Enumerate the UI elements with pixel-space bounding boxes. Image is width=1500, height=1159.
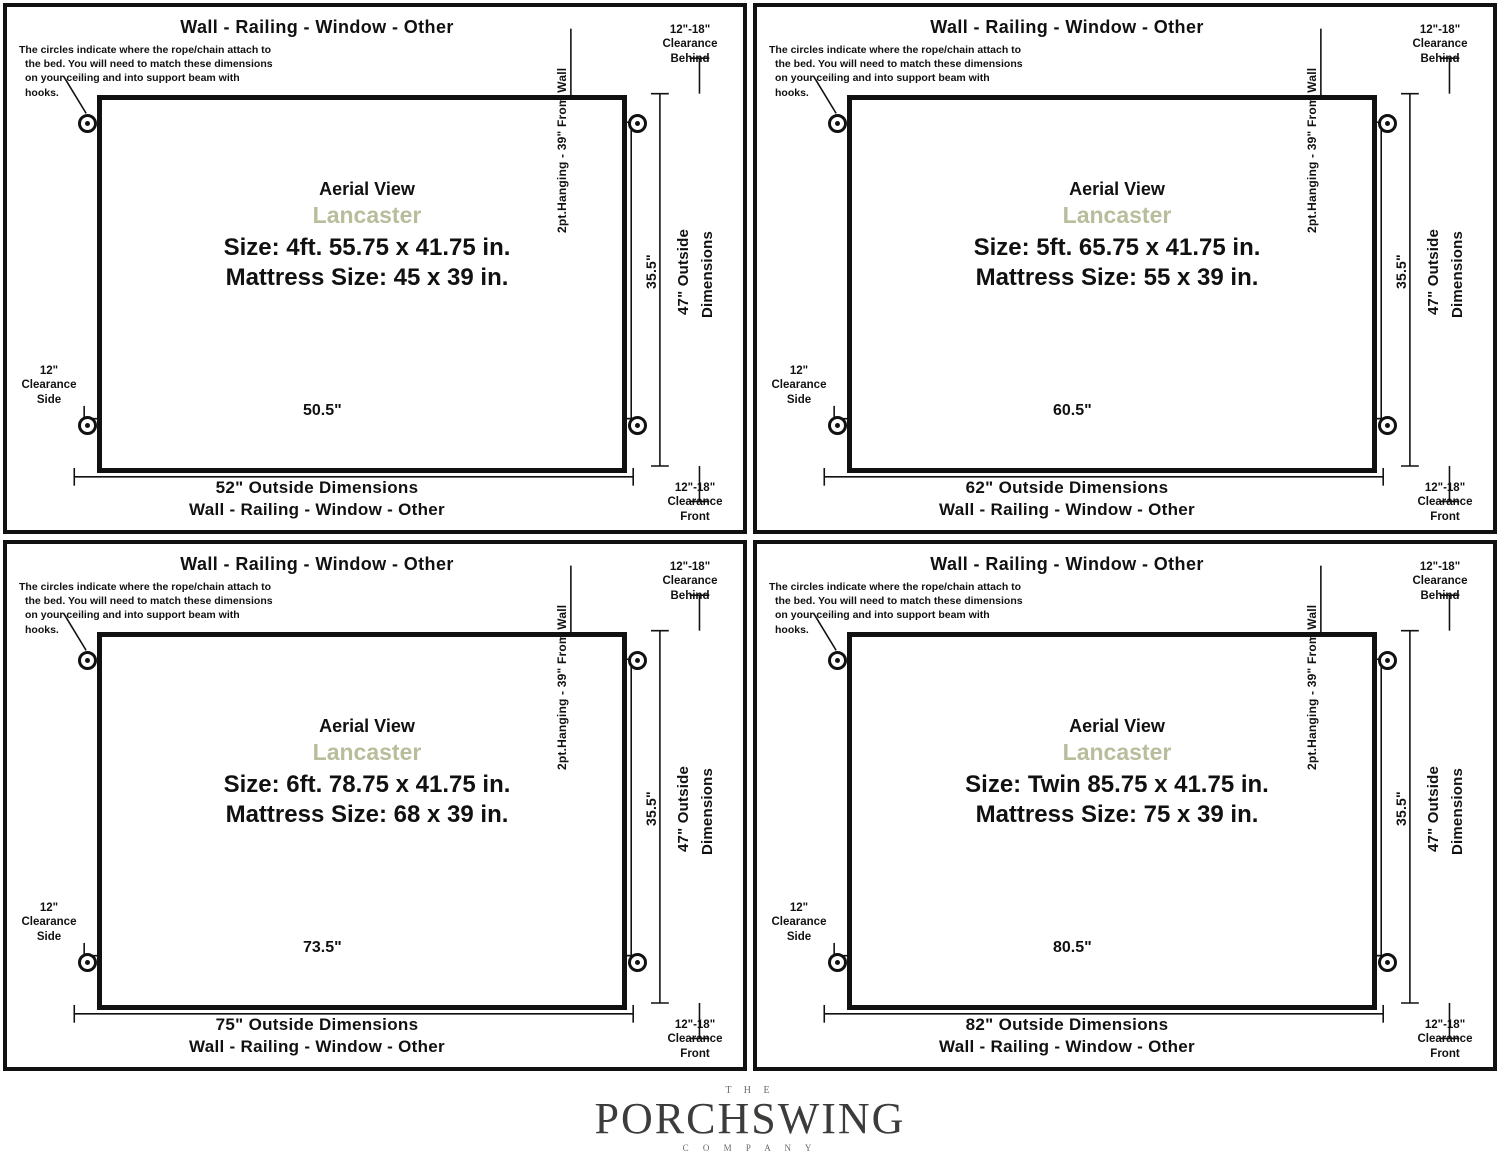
hardware-ring-top-left [78,114,97,133]
clearance-front-value: 12"-18" [674,482,716,494]
model-name-label: Lancaster [1062,202,1172,228]
clearance-side-position: Side [36,930,62,943]
clearance-side-value: 12" [789,902,809,914]
brand-name: PORCHSWING [594,1093,906,1143]
brand-logo [0,1085,1500,1153]
clearance-front-position: Front [680,510,710,523]
brand-suffix: C O M P A N Y [682,1143,818,1153]
clearance-side-value: 12" [789,365,809,377]
clearance-behind-value: 12"-18" [1419,24,1461,36]
spec-panel-4ft [3,3,747,534]
note-line-3: on your ceiling and into support beam with hooks. [775,72,990,99]
hardware-ring-top-left [828,114,847,133]
note-line-1: The circles indicate where the rope/chain attach to [769,44,1022,56]
note-line-1: The circles indicate where the rope/chain attach to [19,44,272,56]
depth-inner-label: 35.5" [643,254,659,290]
bottom-title-text: Wall - Railing - Window - Other [939,500,1195,519]
clearance-front-value: 12"-18" [1424,482,1466,494]
hardware-ring-top-left [828,651,847,670]
hardware-ring-bottom-right [628,953,647,972]
mattress-size-label: Mattress Size: 45 x 39 in. [225,264,509,291]
hardware-ring-bottom-left [78,953,97,972]
depth-outside-value-label: 47" Outside [675,229,692,316]
clearance-front-word: Clearance [1417,496,1473,509]
aerial-view-label: Aerial View [319,716,415,736]
outside-dimensions-label: 62" Outside Dimensions [965,478,1169,497]
note-line-1: The circles indicate where the rope/chain attach to [769,581,1022,593]
clearance-side-position: Side [786,393,812,406]
clearance-side-value: 12" [39,902,59,914]
inner-width-label: 80.5" [1047,939,1098,957]
clearance-behind-position: Behind [1420,589,1460,602]
clearance-behind-position: Behind [670,589,710,602]
clearance-front-word: Clearance [1417,1033,1473,1046]
panel-top-title: Wall - Railing - Window - Other [930,554,1204,574]
clearance-behind-word: Clearance [1412,38,1468,51]
depth-inner-label: 35.5" [1393,254,1409,290]
clearance-front-label [1395,1018,1495,1061]
inner-width-label: 73.5" [297,939,348,957]
hardware-ring-bottom-left [828,416,847,435]
aerial-view-label: Aerial View [1069,179,1165,199]
hardware-ring-bottom-right [1378,416,1397,435]
clearance-behind-label [635,560,745,603]
size-label: Size: 5ft. 65.75 x 41.75 in. [973,234,1261,261]
note-line-3: on your ceiling and into support beam with hooks. [25,609,240,636]
hardware-note [769,580,1024,637]
clearance-behind-value: 12"-18" [669,561,711,573]
hardware-ring-bottom-left [828,953,847,972]
clearance-front-position: Front [1430,1047,1460,1060]
note-line-2: the bed. You will need to match these dimensions [25,595,273,608]
note-line-2: the bed. You will need to match these dimensions [25,58,273,71]
hardware-ring-bottom-right [628,416,647,435]
hardware-ring-top-right [1378,651,1397,670]
note-line-3: on your ceiling and into support beam with hooks. [25,72,240,99]
bottom-title-text: Wall - Railing - Window - Other [189,1037,445,1056]
brand-prefix: T H E [725,1084,775,1096]
clearance-front-position: Front [680,1047,710,1060]
panel-center-text [867,179,1367,293]
clearance-side-label [19,901,79,944]
clearance-side-position: Side [786,930,812,943]
clearance-behind-label [1385,23,1495,66]
clearance-front-label [1395,481,1495,524]
clearance-front-position: Front [1430,510,1460,523]
hardware-ring-top-right [628,651,647,670]
depth-outside-value-label: 47" Outside [1425,766,1442,853]
panel-top-title: Wall - Railing - Window - Other [180,17,454,37]
clearance-behind-label [1385,560,1495,603]
clearance-side-position: Side [36,393,62,406]
panel-bottom-title [817,1015,1317,1057]
outside-dimensions-label: 82" Outside Dimensions [965,1015,1169,1034]
inner-width-label: 60.5" [1047,402,1098,420]
hardware-note [769,43,1024,100]
hardware-ring-bottom-right [1378,953,1397,972]
panel-top-title: Wall - Railing - Window - Other [180,554,454,574]
depth-inner-label: 35.5" [1393,791,1409,827]
mattress-size-label: Mattress Size: 68 x 39 in. [225,801,509,828]
hardware-ring-top-right [628,114,647,133]
mattress-size-label: Mattress Size: 55 x 39 in. [975,264,1259,291]
hardware-ring-bottom-left [78,416,97,435]
note-line-1: The circles indicate where the rope/chain attach to [19,581,272,593]
clearance-behind-word: Clearance [1412,575,1468,588]
depth-outside-word-label: Dimensions [699,230,716,319]
outside-dimensions-label: 75" Outside Dimensions [215,1015,419,1034]
depth-outside-value-label: 47" Outside [1425,229,1442,316]
hanging-dimension-label: 2pt.Hanging - 39" From Wall [1305,67,1319,233]
note-line-3: on your ceiling and into support beam with hooks. [775,609,990,636]
clearance-front-value: 12"-18" [674,1019,716,1031]
clearance-side-word: Clearance [21,379,77,392]
clearance-behind-value: 12"-18" [1419,561,1461,573]
spec-panel-twin [753,540,1497,1071]
clearance-side-label [769,901,829,944]
aerial-view-label: Aerial View [319,179,415,199]
hardware-ring-top-right [1378,114,1397,133]
model-name-label: Lancaster [1062,739,1172,765]
hanging-dimension-label: 2pt.Hanging - 39" From Wall [555,604,569,770]
panel-center-text [117,179,617,293]
depth-inner-label: 35.5" [643,791,659,827]
clearance-behind-word: Clearance [662,575,718,588]
clearance-front-value: 12"-18" [1424,1019,1466,1031]
note-line-2: the bed. You will need to match these dimensions [775,58,1023,71]
clearance-behind-word: Clearance [662,38,718,51]
panel-bottom-title [67,478,567,520]
hardware-note [19,580,274,637]
clearance-side-label [19,364,79,407]
model-name-label: Lancaster [312,739,422,765]
depth-outside-word-label: Dimensions [699,767,716,856]
clearance-behind-position: Behind [670,52,710,65]
hardware-ring-top-left [78,651,97,670]
hanging-dimension-label: 2pt.Hanging - 39" From Wall [555,67,569,233]
depth-outside-word-label: Dimensions [1449,767,1466,856]
mattress-size-label: Mattress Size: 75 x 39 in. [975,801,1259,828]
outside-dimensions-label: 52" Outside Dimensions [215,478,419,497]
clearance-behind-value: 12"-18" [669,24,711,36]
panel-center-text [867,716,1367,830]
clearance-front-label [645,481,745,524]
panel-bottom-title [67,1015,567,1057]
clearance-front-label [645,1018,745,1061]
clearance-side-word: Clearance [21,916,77,929]
panel-bottom-title [817,478,1317,520]
hanging-dimension-label: 2pt.Hanging - 39" From Wall [1305,604,1319,770]
clearance-side-label [769,364,829,407]
clearance-side-word: Clearance [771,916,827,929]
clearance-side-word: Clearance [771,379,827,392]
clearance-side-value: 12" [39,365,59,377]
clearance-behind-position: Behind [1420,52,1460,65]
clearance-behind-label [635,23,745,66]
aerial-view-label: Aerial View [1069,716,1165,736]
hardware-note [19,43,274,100]
size-label: Size: 6ft. 78.75 x 41.75 in. [223,771,511,798]
panel-center-text [117,716,617,830]
depth-outside-word-label: Dimensions [1449,230,1466,319]
depth-outside-value-label: 47" Outside [675,766,692,853]
note-line-2: the bed. You will need to match these dimensions [775,595,1023,608]
size-label: Size: Twin 85.75 x 41.75 in. [965,771,1269,798]
bottom-title-text: Wall - Railing - Window - Other [189,500,445,519]
spec-panel-5ft [753,3,1497,534]
size-label: Size: 4ft. 55.75 x 41.75 in. [223,234,511,261]
inner-width-label: 50.5" [297,402,348,420]
bottom-title-text: Wall - Railing - Window - Other [939,1037,1195,1056]
panel-top-title: Wall - Railing - Window - Other [930,17,1204,37]
clearance-front-word: Clearance [667,496,723,509]
clearance-front-word: Clearance [667,1033,723,1046]
spec-panel-6ft [3,540,747,1071]
model-name-label: Lancaster [312,202,422,228]
